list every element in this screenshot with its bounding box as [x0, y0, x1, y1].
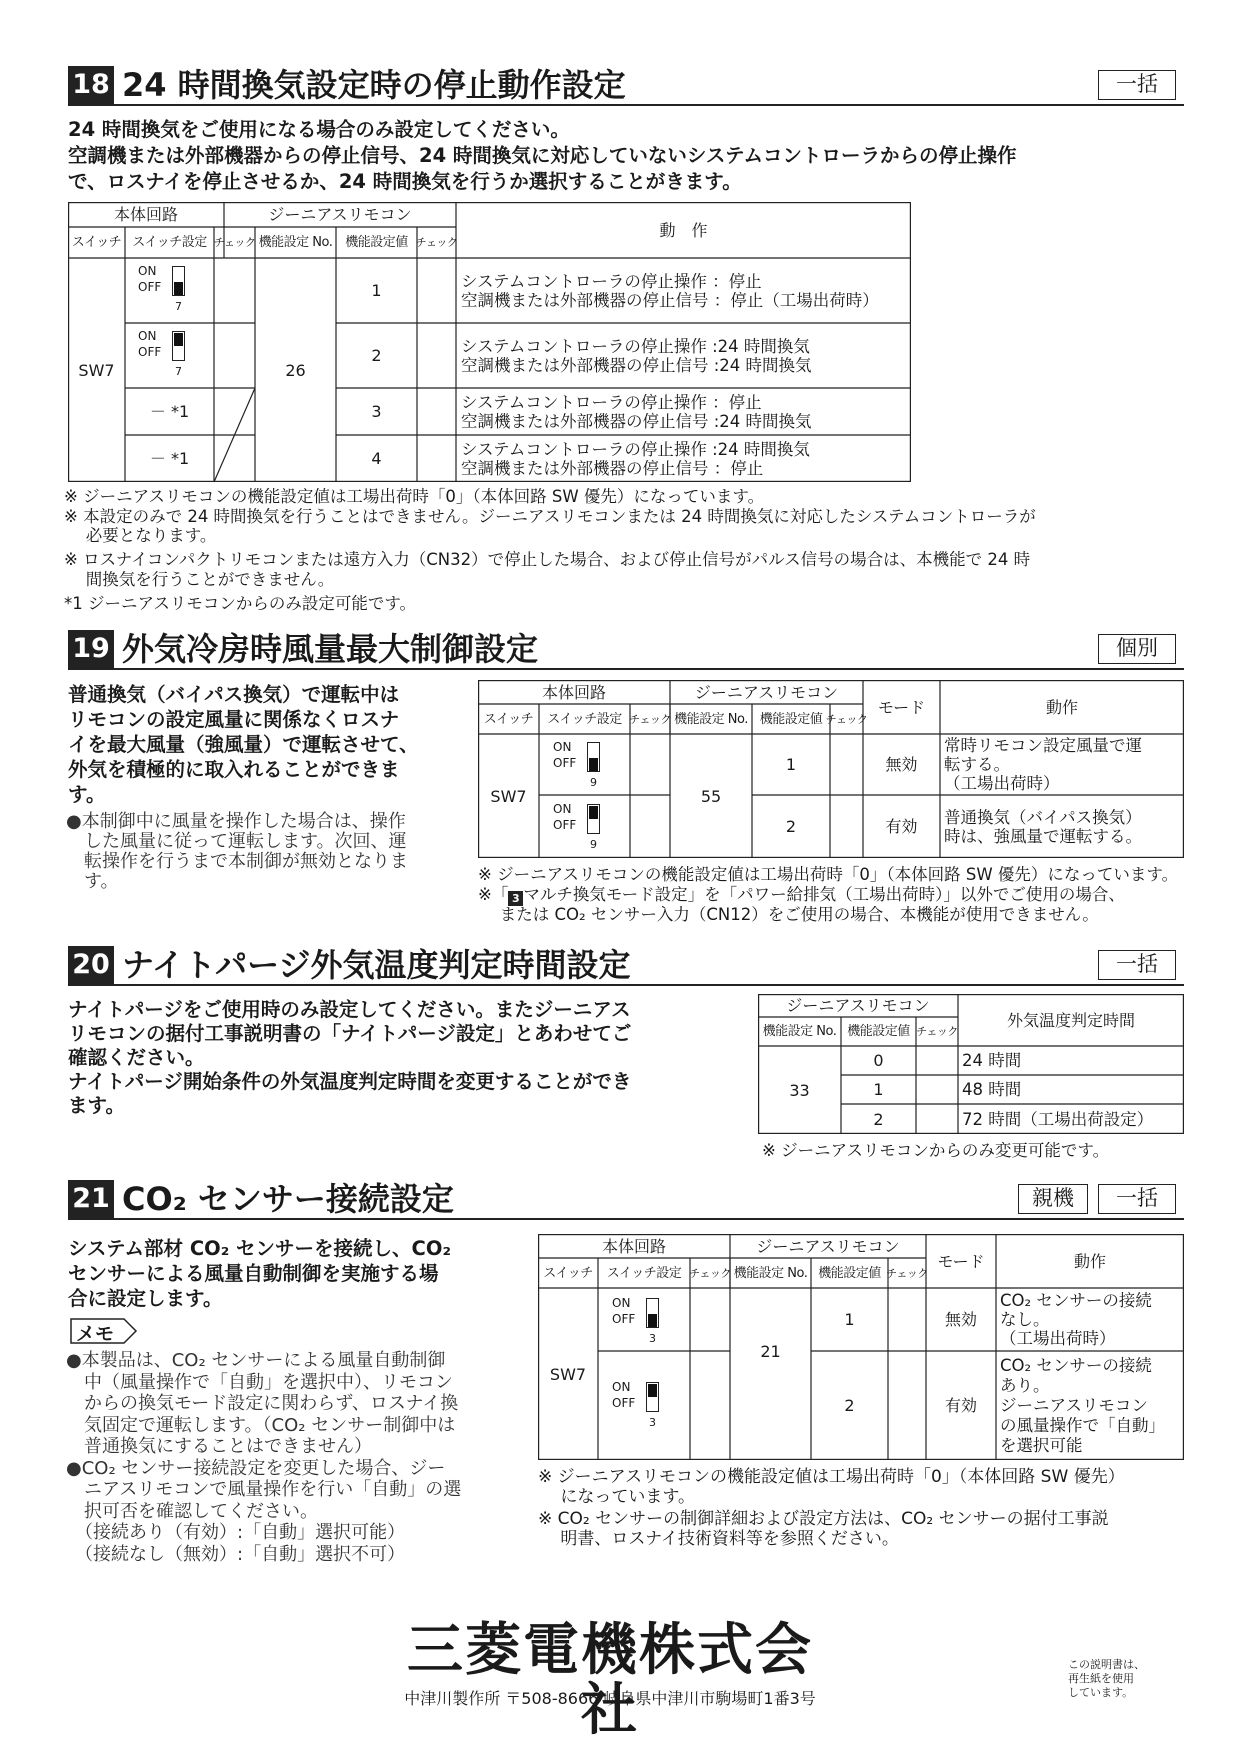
footnote: *1 ジーニアスリモコンからのみ設定可能です。: [64, 594, 417, 613]
intro-line: 24 時間換気をご使用になる場合のみ設定してください。: [68, 118, 570, 141]
action-text: システムコントローラの停止操作 :24 時間換気 空調機または外部機器の停止信号 ：停止: [461, 439, 810, 478]
header-func-no: 機能設定 No.: [733, 1265, 808, 1281]
switch-setting-dash: － *1: [149, 449, 190, 468]
switch-name: SW7: [490, 786, 527, 806]
note-line: になっています。: [538, 1487, 696, 1507]
header-mode: モード: [937, 1251, 985, 1271]
func-value: 1: [785, 755, 797, 774]
intro-text: ナイトパージをご使用時のみ設定してください。またジーニアス リモコンの据付工事説明書の「ナイトパージ設定」とあわせてご 確認ください。 ナイトパージ開始条件の外気温度判定時間を変更することができ ます。: [68, 998, 632, 1117]
dip-switch-off: ON OFF 3: [612, 1292, 664, 1350]
note-line: ※ ロスナイコンパクトリモコンまたは遠方入力（CN32）で停止した場合、および停止信号がパルス信号の場合は、本機能で 24 時: [64, 550, 1031, 569]
note-line: ※ ジーニアスリモコンの機能設定値は工場出荷時「0」（本体回路 SW 優先）になっています。: [64, 487, 765, 506]
header-func-val: 機能設定値: [847, 1024, 910, 1039]
header-remocon: ジーニアスリモコン: [268, 205, 412, 224]
dip-switch-on: ON OFF 9: [553, 798, 605, 856]
header-remocon: ジーニアスリモコン: [694, 682, 839, 702]
func-value: 2: [844, 1396, 855, 1415]
judge-time: 72 時間（工場出荷設定）: [962, 1109, 1154, 1129]
action-text: システムコントローラの停止操作 ：停止 空調機または外部機器の停止信号 :24 時間換気: [461, 392, 812, 431]
func-value: 4: [371, 449, 382, 468]
setting-table-18: [68, 202, 911, 482]
setting-scope-tag: 一括: [1098, 1184, 1176, 1214]
header-func-val: 機能設定値: [818, 1265, 881, 1281]
dip-switch-on: ON OFF 7: [138, 325, 190, 383]
header-switch-setting: スイッチ設定: [132, 235, 207, 250]
func-no-value: 21: [760, 1341, 781, 1361]
header-check: チェック: [629, 712, 671, 726]
bullet-notes: ●本製品は、CO₂ センサーによる風量自動制御 中（風量操作で「自動」を選択中）、リモコン からの換気モード設定に関わらず、ロスナイ換 気固定で運転します。（CO₂ センサー制御中は 普通換気にすることはできません） ●CO₂ センサー接続設定を変更した場合、ジー ニアスリモコンで風量操作を行い「自動」の選 択可否を確認してください。 （接続あり（有効）:「自動」選択可能） （接続なし（無効）:「自動」選択不可）: [66, 1350, 462, 1565]
note-line: または CO₂ センサー入力（CN12）をご使用の場合、本機能が使用できません。: [478, 905, 1099, 924]
header-switch-setting: スイッチ設定: [547, 711, 622, 727]
action-text: CO₂ センサーの接続 なし。 （工場出荷時）: [1000, 1291, 1152, 1348]
note-line: ※ ジーニアスリモコンからのみ変更可能です。: [762, 1141, 1110, 1160]
company-name: 三菱電機株式会社: [407, 1617, 813, 1743]
section-ref-badge: 3: [508, 891, 523, 906]
intro-text: システム部材 CO₂ センサーを接続し、CO₂ センサーによる風量自動制御を実施する場 合に設定します。: [68, 1237, 451, 1310]
section-title: 24 時間換気設定時の停止動作設定: [122, 66, 626, 104]
bullet-note: ●本制御中に風量を操作した場合は、操作 した風量に従って運転します。次回、運 転操作を行うまで本制御が無効となりま す。: [66, 811, 408, 892]
note-line: 間換気を行うことができません。: [64, 570, 335, 589]
section-18-header: [68, 66, 1184, 106]
header-action: 動作: [1045, 697, 1078, 717]
header-judge-time: 外気温度判定時間: [1006, 1010, 1135, 1030]
action-text: 常時リモコン設定風量で運 転する。 （工場出荷時）: [944, 736, 1142, 793]
memo-label: メモ: [70, 1318, 138, 1344]
header-hontai: 本体回路: [601, 1236, 666, 1256]
header-action: 動作: [1073, 1251, 1106, 1271]
func-no-value: 55: [700, 786, 722, 806]
action-text: CO₂ センサーの接続 あり。 ジーニアスリモコン の風量操作で「自動」 を選択可能: [1000, 1355, 1165, 1455]
note-line: ※ 本設定のみで 24 時間換気を行うことはできません。ジーニアスリモコンまたは 24 時間換気に対応したシステムコントローラが: [64, 507, 1036, 526]
header-switch: スイッチ: [71, 235, 122, 250]
recycled-paper-note: この説明書は、 再生紙を使用 しています。: [1068, 1658, 1145, 1699]
dip-switch-on: ON OFF 3: [612, 1376, 664, 1434]
setting-scope-tag: 個別: [1098, 634, 1176, 664]
func-value: 1: [873, 1080, 884, 1099]
section-number: 20: [68, 946, 114, 984]
func-value: 2: [371, 346, 382, 365]
mode-value: 無効: [885, 755, 918, 774]
section-20-header: [68, 946, 1184, 986]
mode-value: 有効: [885, 817, 918, 836]
intro-text: 普通換気（バイパス換気）で運転中は リモコンの設定風量に関係なくロスナ イを最大風量（強風量）で運転させて、 外気を積極的に取入れることができま す。: [68, 683, 419, 806]
intro-line: 空調機または外部機器からの停止信号、24 時間換気に対応していないシステムコントローラからの停止操作: [68, 144, 1017, 167]
func-value: 2: [785, 817, 797, 836]
intro-line: で、ロスナイを停止させるか、24 時間換気を行うか選択することがきます。: [68, 170, 742, 193]
setting-table-19: [478, 680, 1184, 858]
func-value: 1: [371, 281, 382, 300]
section-number: 18: [68, 66, 114, 104]
setting-scope-tag: 親機: [1018, 1184, 1088, 1214]
func-value: 1: [844, 1310, 855, 1329]
judge-time: 48 時間: [962, 1080, 1022, 1099]
header-check: チェック: [213, 236, 256, 249]
note-line: ※ ジーニアスリモコンの機能設定値は工場出荷時「0」（本体回路 SW 優先）: [538, 1467, 1125, 1487]
setting-table-21: [538, 1234, 1184, 1460]
func-value: 2: [873, 1109, 884, 1129]
header-func-val: 機能設定値: [345, 235, 408, 250]
header-func-no: 機能設定 No.: [258, 235, 333, 250]
header-check: チェック: [886, 1266, 928, 1280]
func-value: 3: [371, 402, 382, 421]
note-line: ※「 3 マルチ換気モード設定」を「パワー給排気（工場出荷時）」以外でご使用の場合、: [478, 885, 1125, 905]
action-text: システムコントローラの停止操作 :24 時間換気 空調機または外部機器の停止信号 :24 時間換気: [461, 336, 812, 375]
setting-table-20: [758, 994, 1184, 1134]
dip-switch-off: ON OFF 9: [553, 736, 605, 794]
section-19-header: [68, 630, 1184, 670]
header-check: チェック: [689, 1266, 731, 1280]
setting-scope-tag: 一括: [1098, 950, 1176, 980]
mode-value: 無効: [944, 1310, 977, 1329]
mode-value: 有効: [944, 1396, 977, 1415]
judge-time: 24 時間: [962, 1051, 1022, 1070]
note-line: ※ CO₂ センサーの制御詳細および設定方法は、CO₂ センサーの据付工事説: [538, 1509, 1109, 1529]
note-line: 必要となります。: [64, 526, 217, 545]
header-check: チェック: [825, 712, 868, 726]
section-number: 19: [68, 630, 114, 668]
header-action: 動 作: [659, 220, 708, 240]
switch-name: SW7: [78, 360, 115, 380]
header-switch: スイッチ: [483, 711, 534, 727]
header-remocon: ジーニアスリモコン: [786, 996, 930, 1015]
section-title: 外気冷房時風量最大制御設定: [122, 630, 539, 668]
section-21-header: [68, 1180, 1184, 1220]
func-no-value: 33: [789, 1080, 810, 1100]
action-text: システムコントローラの停止操作 ：停止 空調機または外部機器の停止信号 ：停止（工場出荷時）: [461, 271, 879, 310]
note-line: ※ ジーニアスリモコンの機能設定値は工場出荷時「0」（本体回路 SW 優先）になっています。: [478, 865, 1179, 884]
func-no-value: 26: [285, 360, 306, 380]
setting-scope-tag: 一括: [1098, 70, 1176, 100]
section-number: 21: [68, 1180, 114, 1218]
header-mode: モード: [877, 697, 926, 717]
func-value: 0: [873, 1051, 884, 1070]
header-remocon: ジーニアスリモコン: [756, 1236, 900, 1256]
header-hontai: 本体回路: [113, 205, 178, 224]
note-line: 明書、ロスナイ技術資料等を参照ください。: [538, 1529, 899, 1549]
header-switch: スイッチ: [543, 1265, 593, 1281]
company-address: 中津川製作所 〒508-8666 岐阜県中津川市駒場町1番3号: [404, 1689, 816, 1708]
header-check: チェック: [916, 1025, 958, 1038]
dip-switch-off: ON OFF 7: [138, 260, 190, 318]
switch-setting-dash: － *1: [149, 402, 190, 421]
header-func-no: 機能設定 No.: [674, 711, 748, 727]
section-title: CO₂ センサー接続設定: [122, 1180, 454, 1218]
section-title: ナイトパージ外気温度判定時間設定: [122, 946, 631, 984]
header-func-no: 機能設定 No.: [762, 1024, 837, 1039]
header-check: チェック: [415, 236, 458, 249]
header-func-val: 機能設定値: [759, 711, 823, 727]
header-switch-setting: スイッチ設定: [606, 1265, 682, 1281]
switch-name: SW7: [549, 1364, 587, 1384]
header-hontai: 本体回路: [541, 682, 606, 702]
action-text: 普通換気（バイパス換気） 時は、強風量で運転する。: [944, 807, 1142, 846]
